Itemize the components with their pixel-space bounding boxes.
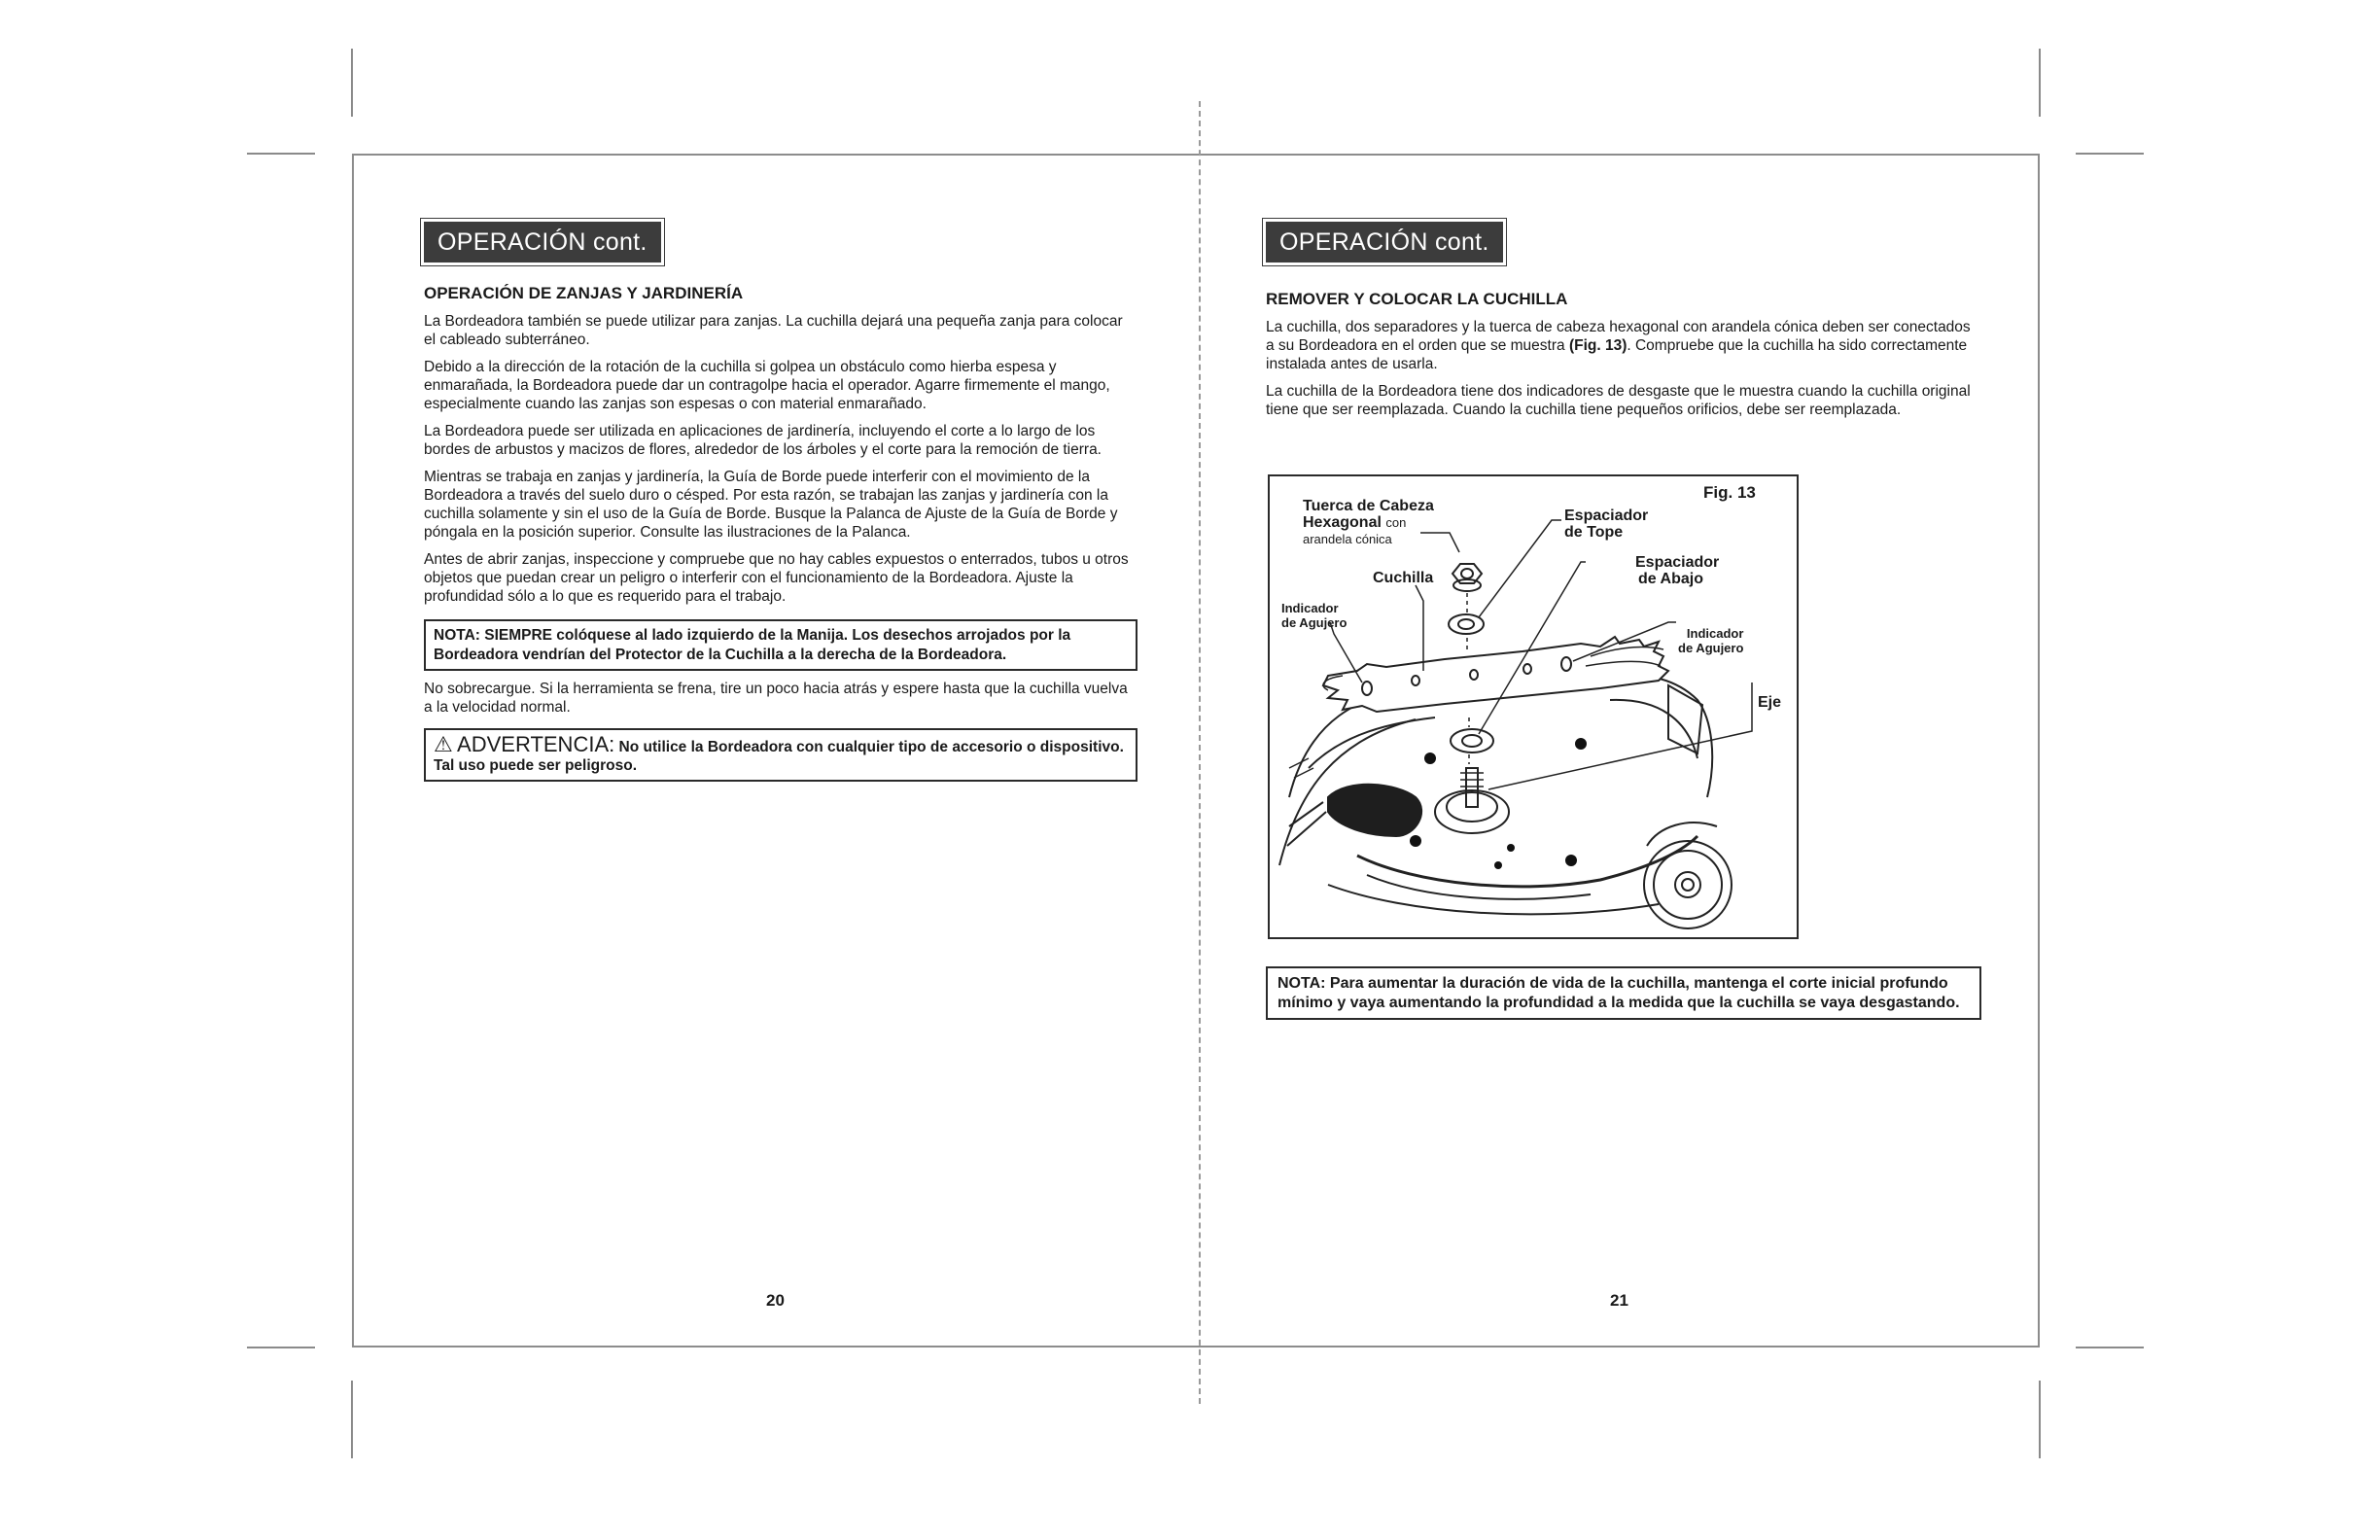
callout-text: Hexagonal [1303,514,1382,531]
left-page [424,222,1138,782]
warning-icon: ⚠ [434,732,453,756]
crop-mark [247,153,315,155]
crop-mark [2076,153,2144,155]
callout-text: de Agujero [1678,641,1744,655]
paragraph: No sobrecargue. Si la herramienta se frena, tire un poco hacia atrás y espere hasta que la cuchilla vuelva a la velocidad normal. [424,681,1128,716]
callout-hole-indicator-left [1281,601,1347,630]
callout-bottom-spacer [1635,554,1719,587]
callout-text: Indicador [1686,626,1744,641]
callout-text: Espaciador [1635,554,1720,571]
fold-line [1199,101,1201,1404]
callout-blade: Cuchilla [1373,570,1434,586]
callout-text: Indicador [1281,601,1339,615]
section-title: REMOVER Y COLOCAR LA CUCHILLA [1266,290,1568,308]
crop-mark [351,1381,353,1458]
callout-text: Espaciador [1564,508,1649,524]
section-tab: OPERACIÓN cont. [424,222,661,262]
callout-text: de Agujero [1281,615,1348,630]
section-title: OPERACIÓN DE ZANJAS Y JARDINERÍA [424,284,744,302]
callout-text: arandela cónica [1303,532,1392,546]
figure-label: Fig. 13 [1703,483,1756,502]
callout-hex-nut [1303,498,1434,547]
note-box: NOTA: SIEMPRE colóquese al lado izquierdo de la Manija. Los desechos arrojados por la Bordeadora vendrían del Protector de la Cuchilla a la derecha de la Bordeadora. [424,619,1138,671]
right-page [1266,222,1979,428]
page-number: 21 [1610,1291,1628,1310]
paragraph: La Bordeadora puede ser utilizada en aplicaciones de jardinería, incluyendo el corte a lo largo de los bordes de arbustos y macizos de flores, alrededor de los árboles y el corte para la remoción de tierra. [424,423,1102,458]
warning-text: No utilice la Bordeadora con cualquier tipo de accesorio o dispositivo. Tal uso puede ser peligroso. [434,739,1124,774]
callout-hole-indicator-right [1678,626,1743,655]
paragraph-text: . Compruebe que la cuchilla ha sido correctamente instalada antes de usarla. [1266,337,1968,372]
callout-stop-spacer [1564,508,1648,541]
callout-text: de Tope [1564,524,1624,541]
paragraph: Antes de abrir zanjas, inspeccione y compruebe que no hay cables expuestos o enterrados, tubos u otros objetos que puedan crear un peligro o interferir con el funcionamiento de la Bordeadora. Ajuste la profundidad sólo a lo que es requerido para el trabajo. [424,551,1129,605]
crop-mark [351,49,353,117]
note-box: NOTA: Para aumentar la duración de vida de la cuchilla, mantenga el corte inicial profundo mínimo y vaya aumentando la profundidad a la medida que la cuchilla se vaya desgastando. [1266,966,1981,1020]
paragraph-text: La cuchilla, dos separadores y la tuerca de cabeza hexagonal con arandela cónica deben ser conectados a su Bordeadora en el orden que se muestra [1266,319,1971,354]
paragraph: La cuchilla de la Bordeadora tiene dos indicadores de desgaste que le muestra cuando la cuchilla original tiene que ser reemplazada. Cuando la cuchilla tiene pequeños orificios, debe ser reemplazada. [1266,383,1971,418]
figure-reference: (Fig. 13) [1568,337,1628,354]
callout-text: de Abajo [1638,571,1703,587]
crop-mark [2039,49,2041,117]
section-tab: OPERACIÓN cont. [1266,222,1503,262]
callout-text: Tuerca de Cabeza [1303,498,1434,514]
warning-box [424,728,1138,782]
crop-mark [247,1347,315,1348]
warning-title: ADVERTENCIA: [457,732,615,756]
crop-mark [2076,1347,2144,1348]
page-number: 20 [766,1291,785,1310]
callout-text: con [1385,515,1407,530]
figure-13 [1268,474,1799,939]
paragraph: Mientras se trabaja en zanjas y jardinería, la Guía de Borde puede interferir con el movimiento de la Bordeadora a través del suelo duro o césped. Por esta razón, se trabajan las zanjas y jardinería con la cuchilla solamente y sin el uso de la Guía de Borde. Busque la Palanca de Ajuste de la Guía de Borde y póngala en la posición superior. Consulte las ilustraciones de la Palanca. [424,469,1118,541]
paragraph: Debido a la dirección de la rotación de la cuchilla si golpea un obstáculo como hierba espesa y enmarañada, la Bordeadora puede dar un contragolpe hacia el operador. Agarre firmemente el mango, especialmente cuando las zanjas son espesas o con material enmarañado. [424,359,1110,412]
paragraph: La Bordeadora también se puede utilizar para zanjas. La cuchilla dejará una pequeña zanja para colocar el cableado subterráneo. [424,313,1123,348]
crop-mark [2039,1381,2041,1458]
callout-axle: Eje [1758,694,1782,711]
paragraph [1266,318,1979,373]
